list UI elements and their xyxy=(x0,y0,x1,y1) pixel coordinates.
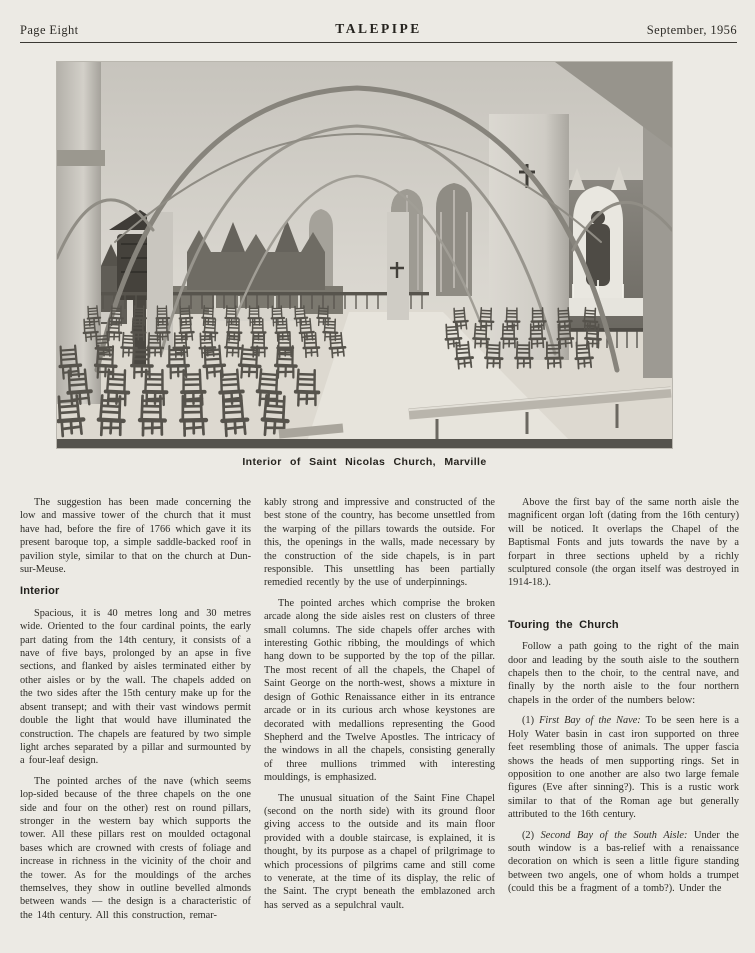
section-heading-interior: Interior xyxy=(20,585,60,598)
paragraph: Follow a path going to the right of the main door and leading by the south aisle to the southern chapels then to the choir, to the central nave, and finally by the north aisle to the four northern chapels in the order of the numbers below: xyxy=(508,641,739,706)
entry-text: To be seen here is a Holy Water basin in cast iron supported on three feet resembling those of animals. The upper fascia shows the heads of men supporting rings. Set in opposition to one another are also two large female figures (Eve after sinning?). This is a rustic work similar to that of the Roman age but generally attributed to the 16th century. xyxy=(508,715,740,821)
section-heading-touring: Touring the Church xyxy=(508,618,619,631)
entry-title: Second Bay of the South Aisle: xyxy=(540,829,688,841)
paragraph: The suggestion has been made concerning the low and massive tower of the church that it must have had, before the fire of 1766 which gave it its present baroque top, a simple saddle-backed roof in pavilion style, similar to that on the church at Dun-sur-Meuse. xyxy=(20,497,251,576)
paragraph: Above the first bay of the same north aisle the magnificent organ loft (dating from the 16th century) will be noticed. It overlaps the Chapel of the Baptismal Fonts and juts towards the nave by a forpart in three sections upheld by a richly sculptured console (the organ itself was destroyed in 1914-18.). xyxy=(508,497,739,589)
publication-title: TALEPIPE xyxy=(335,21,422,36)
tour-entry-1 xyxy=(508,714,739,821)
column-2 xyxy=(264,496,495,929)
photo-caption: Interior of Saint Nicolas Church, Marville xyxy=(242,456,487,468)
paragraph: The pointed arches of the nave (which seems lop-sided because of the three chapels on the one side and four on the other) rest on round pillars, stronger in the western bay which supports the tower. All these pillars rest on moulded octagonal bases which are crowned with crests of foliage and increase in richness in the vicinity of the choir and the tower. As for the mouldings of the arches themselves, they show in outline bevelled almonds between wands — the design is a characteristic of the 14th century. All this construction, remar- xyxy=(20,775,251,921)
paragraph: The unusual situation of the Saint Fine Chapel (second on the north side) with its ground floor giving access to the outside and its main floor provided with a double staircase, is explained, it is thought, by its purpose as a chapel of prilgrimage to which processions of pilgrims came and still come to venerate, at the time of its display, the relic of the Saint. The crypt beneath the emblazoned arch has served as a sepulchral vault. xyxy=(264,792,495,911)
column-1 xyxy=(20,496,251,929)
column-3 xyxy=(508,496,739,929)
issue-date: September, 1956 xyxy=(646,23,737,37)
masthead xyxy=(20,20,737,40)
tour-entry-2 xyxy=(508,829,739,896)
entry-number: (1) xyxy=(522,715,540,727)
paragraph: Spacious, it is 40 metres long and 30 metres wide. Oriented to the four cardinal points, the early part dating from the 14th century, it consists of a nave of five bays, prolonged by an apse in five sections, and flanked by aisles terminated either by other aisles or by the wall. The chapels added on the two sides after the 15th century make up for the absent transept; and with their vast windows permit double the light that would have illuminated the construction. The chapels are featured by two simple light arches separated by a pillar and surmounted by a four-leaf design. xyxy=(20,607,251,767)
paragraph: The pointed arches which comprise the broken arcade along the side aisles rest on clusters of three small columns. The side chapels offer arches with interesting Gothic ribbing, the mouldings of which hang down to be supported by the top of the pillar. The most recent of all the chapels, the Chapel of Saint George on the north-west, shows a mixture in design of Gothic Renaissance either in its entrance arcade or in its curious arch whose keystones are decorated with medallions representing the Good Shepherd and the Twelve Apostles. The intricacy of the windows in all the chapels, consisting generally of three mullions trimmed with interesting mouldings, is emphasized. xyxy=(264,597,495,784)
paragraph: kably strong and impressive and constructed of the best stone of the country, has become unsettled from the warping of the pillars towards the outside. For this, the openings in the walls, made necessary by the construction of the side chapels, is in part responsible. This unsettling has been partially remedied recently by the use of underpinnings. xyxy=(264,497,495,589)
entry-number: (2) xyxy=(522,829,541,841)
entry-title: First Bay of the Nave: xyxy=(539,715,641,727)
church-photo-graphic xyxy=(57,62,672,448)
masthead-rule xyxy=(20,42,737,43)
page-number: Page Eight xyxy=(20,23,79,37)
entry-text: Under the south window is a bas-relief with a renaissance decoration on which is seen a little figure standing between two angels, one of whom holds a trumpet (could this be a fragment of a tomb?). Under the xyxy=(508,829,739,895)
church-interior-photo xyxy=(57,62,672,448)
article-columns xyxy=(20,496,739,929)
